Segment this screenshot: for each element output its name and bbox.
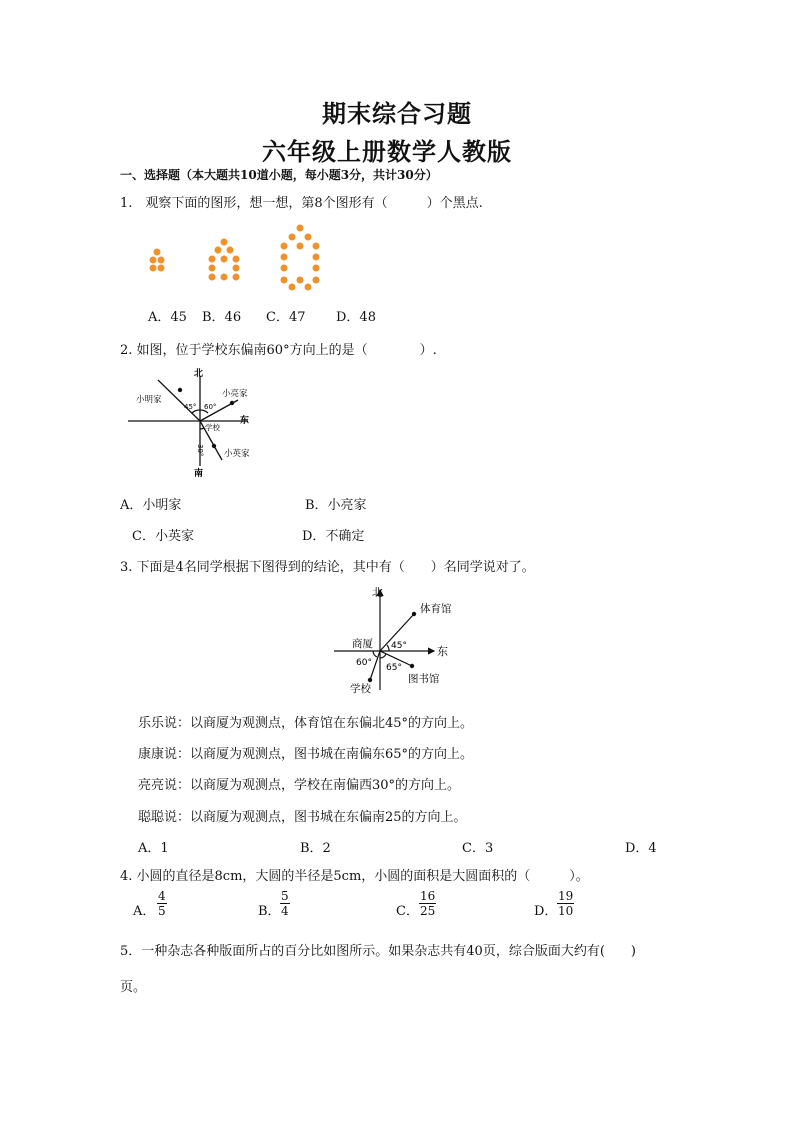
q4-option-b-fraction — [280, 889, 290, 918]
q2-option-d[interactable]: D．不确定 — [302, 529, 365, 544]
q3-statement-3: 亮亮说：以商厦为观测点，学校在南偏西30°的方向上。 — [138, 778, 461, 793]
question-5-text-cont: 页。 — [120, 980, 147, 995]
question-4-text: 4. 小圆的直径是8cm，大圆的半径是5cm，小圆的面积是大圆面积的（ ）。 — [120, 869, 589, 884]
q3-east-label: 东 — [437, 645, 448, 658]
page-subtitle: 六年级上册数学人教版 — [262, 137, 512, 166]
q2-xiaoying-label: 小英家 — [224, 449, 250, 459]
q2-option-a[interactable]: A．小明家 — [120, 498, 182, 513]
q3-library-label: 图书馆 — [408, 673, 440, 685]
q2-option-c[interactable]: C．小英家 — [132, 529, 194, 544]
q2-east-label: 东 — [240, 416, 250, 426]
q3-option-d[interactable]: D．4 — [625, 841, 657, 856]
q4-option-b-numerator: 5 — [281, 889, 289, 903]
question-5-text: 5．一种杂志各种版面所占的百分比如图所示。如果杂志共有40页，综合版面大约有( ) — [120, 944, 636, 959]
q4-option-c-fraction — [419, 889, 436, 918]
q3-statement-1: 乐乐说：以商厦为观测点，体育馆在东偏北45°的方向上。 — [138, 716, 474, 731]
q2-school-label: 学校 — [205, 423, 220, 432]
dot-figure-3 — [281, 225, 320, 291]
q4-option-d-numerator: 19 — [558, 889, 574, 903]
dot-figure-1 — [150, 249, 165, 272]
q4-option-d-fraction — [557, 889, 574, 918]
q3-angle-65: 65° — [386, 663, 402, 673]
q4-option-a-fraction — [157, 889, 167, 918]
q4-option-d-label[interactable]: D． — [534, 904, 558, 919]
q3-mall-label: 商厦 — [352, 638, 373, 650]
q2-direction-diagram — [128, 364, 278, 480]
q3-gym-label: 体育馆 — [420, 603, 452, 615]
q4-option-a-denominator: 5 — [158, 904, 166, 918]
q3-north-label: 北 — [372, 586, 383, 599]
q2-angle-60: 60° — [204, 403, 217, 411]
q1-option-c[interactable]: C．47 — [266, 310, 306, 325]
q2-south-label: 南 — [194, 469, 204, 479]
q3-statement-2: 康康说：以商厦为观测点，图书城在南偏东65°的方向上。 — [138, 747, 474, 762]
q4-option-c-label[interactable]: C． — [396, 904, 419, 919]
q1-option-d[interactable]: D．48 — [336, 310, 376, 325]
q3-statement-4: 聪聪说：以商厦为观测点，图书城在东偏南25的方向上。 — [138, 810, 467, 825]
q3-school-label: 学校 — [350, 683, 371, 695]
dot-pattern-figure — [140, 222, 340, 296]
q4-option-b-label[interactable]: B． — [258, 904, 281, 919]
q4-option-b-denominator: 4 — [281, 904, 289, 918]
page-title: 期末综合习题 — [322, 99, 472, 128]
q4-option-c-numerator: 16 — [420, 889, 436, 903]
q3-direction-diagram — [334, 584, 464, 696]
q3-angle-60: 60° — [356, 658, 372, 668]
q2-angle-30: 30° — [196, 444, 204, 457]
q2-angle-45: 45° — [184, 403, 197, 411]
q3-option-b[interactable]: B．2 — [300, 841, 331, 856]
question-1-text: 1. 观察下面的图形，想一想，第8个图形有（ ）个黑点. — [120, 196, 483, 211]
question-3-text: 3. 下面是4名同学根据下图得到的结论，其中有（ ）名同学说对了。 — [120, 560, 535, 575]
q2-option-b[interactable]: B．小亮家 — [305, 498, 367, 513]
q4-option-a-label[interactable]: A． — [133, 904, 156, 919]
question-2-text: 2. 如图，位于学校东偏南60°方向上的是（ ）. — [120, 343, 437, 358]
q4-option-d-denominator: 10 — [558, 904, 574, 918]
q3-option-a[interactable]: A．1 — [138, 841, 169, 856]
q3-angle-45: 45° — [391, 641, 407, 651]
q2-north-label: 北 — [194, 369, 204, 379]
q4-option-c-denominator: 25 — [420, 904, 436, 918]
q1-option-a[interactable]: A．45 — [148, 310, 187, 325]
q2-xiaoming-label: 小明家 — [136, 395, 162, 405]
q1-option-b[interactable]: B．46 — [202, 310, 242, 325]
section-heading: 一、选择题（本大题共10道小题，每小题3分，共计30分） — [120, 168, 438, 182]
dot-figure-2 — [209, 239, 240, 281]
q3-option-c[interactable]: C．3 — [462, 841, 494, 856]
line-to-xiaoming — [158, 380, 200, 421]
q4-option-a-numerator: 4 — [158, 889, 166, 903]
q2-xiaoliang-label: 小亮家 — [222, 389, 248, 399]
